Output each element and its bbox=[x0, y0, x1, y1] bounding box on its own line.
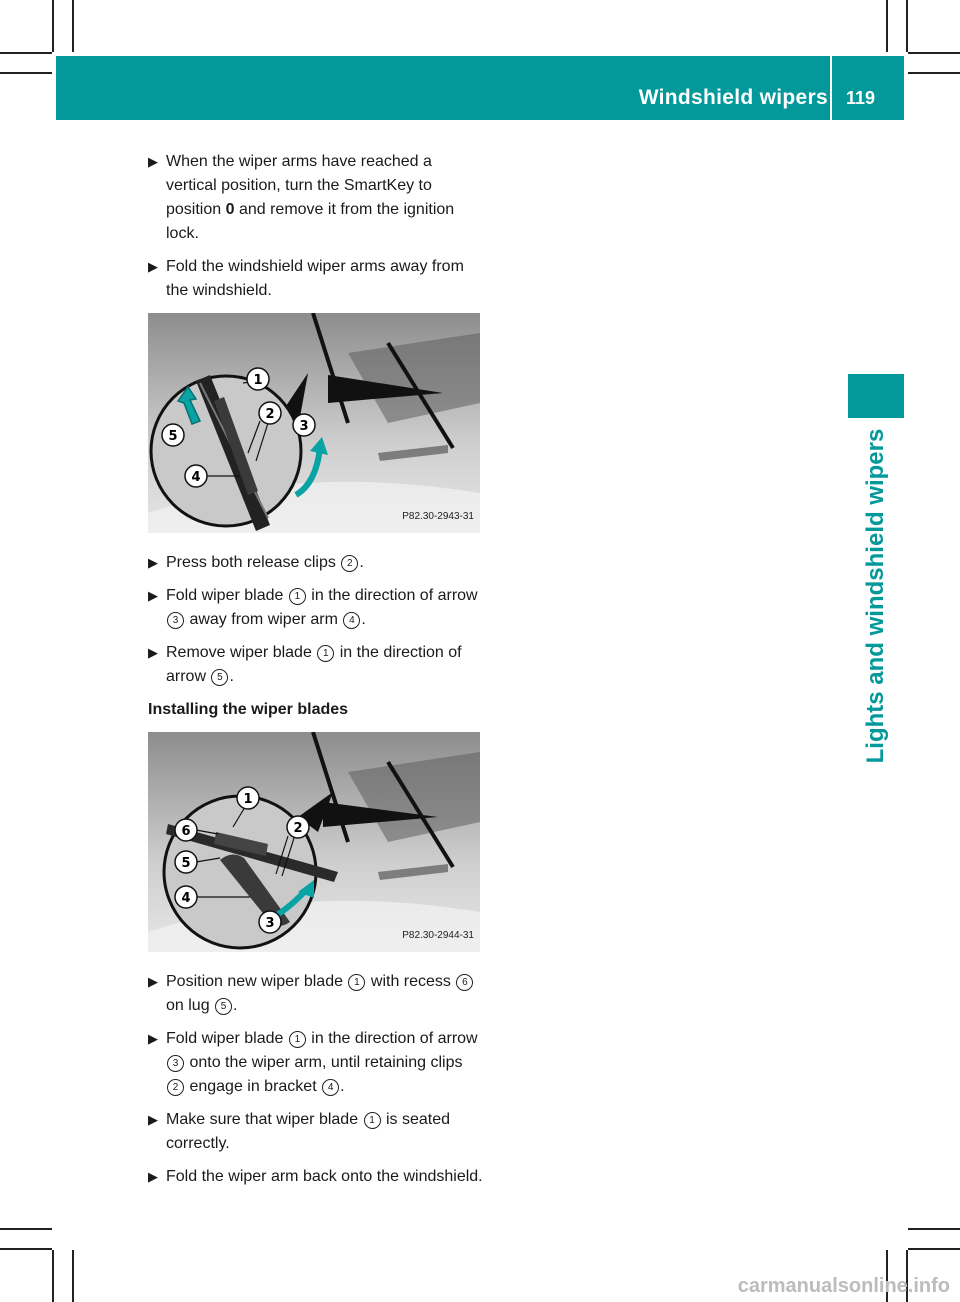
callout-label: 3 bbox=[299, 419, 309, 434]
step-arrow-icon: ▶ bbox=[148, 259, 158, 274]
callout-label: 5 bbox=[181, 856, 191, 871]
callout-reference: 1 bbox=[364, 1112, 381, 1129]
crop-mark bbox=[908, 1228, 960, 1230]
crop-mark bbox=[908, 1248, 960, 1250]
instruction-step: ▶ Press both release clips 2 . bbox=[148, 551, 484, 575]
section-side-label: Lights and windshield wipers bbox=[862, 428, 889, 764]
step-arrow-icon: ▶ bbox=[148, 645, 158, 660]
crop-mark bbox=[0, 72, 52, 74]
crop-mark bbox=[908, 72, 960, 74]
callout-reference: 5 bbox=[211, 669, 228, 686]
crop-mark bbox=[0, 52, 52, 54]
instruction-step: ▶ When the wiper arms have reached a vertical position, turn the SmartKey to position 0 and remove it from the ignition lock. bbox=[148, 150, 484, 246]
page-number: 119 bbox=[846, 88, 876, 108]
callout-label: 5 bbox=[168, 429, 178, 444]
callout-label: 4 bbox=[181, 891, 191, 906]
callout-label: 2 bbox=[265, 407, 275, 422]
wiper-installation-illustration bbox=[148, 732, 480, 952]
instruction-step: ▶ Position new wiper blade 1 with recess 6 on lug 5 . bbox=[148, 970, 484, 1018]
page-content bbox=[148, 150, 484, 1198]
callout-reference: 1 bbox=[289, 1031, 306, 1048]
figure-code: P82.30-2944-31 bbox=[402, 930, 474, 941]
wiper-removal-illustration bbox=[148, 313, 480, 533]
crop-mark bbox=[886, 0, 888, 52]
callout-reference: 2 bbox=[167, 1079, 184, 1096]
figure-removing-wiper-blade bbox=[148, 313, 480, 533]
callout-label: 4 bbox=[191, 470, 201, 485]
instruction-step: ▶ Make sure that wiper blade 1 is seated correctly. bbox=[148, 1108, 484, 1156]
callout-reference: 3 bbox=[167, 1055, 184, 1072]
crop-mark bbox=[72, 1250, 74, 1302]
crop-mark bbox=[906, 0, 908, 52]
header-divider bbox=[830, 56, 832, 120]
callout-reference: 1 bbox=[317, 645, 334, 662]
section-heading: Installing the wiper blades bbox=[148, 701, 349, 718]
instruction-step: ▶ Fold wiper blade 1 in the direction of arrow 3 onto the wiper arm, until retaining clips 2 engage in bracket 4 . bbox=[148, 1027, 484, 1099]
step-arrow-icon: ▶ bbox=[148, 588, 158, 603]
crop-mark bbox=[52, 1250, 54, 1302]
callout-reference: 1 bbox=[348, 974, 365, 991]
step-arrow-icon: ▶ bbox=[148, 1031, 158, 1046]
callout-reference: 5 bbox=[215, 998, 232, 1015]
callout-reference: 6 bbox=[456, 974, 473, 991]
instruction-step: ▶ Fold wiper blade 1 in the direction of arrow 3 away from wiper arm 4 . bbox=[148, 584, 484, 632]
step-arrow-icon: ▶ bbox=[148, 1112, 158, 1127]
instruction-step: ▶ Fold the wiper arm back onto the windshield. bbox=[148, 1165, 484, 1189]
callout-label: 1 bbox=[253, 373, 263, 388]
crop-mark bbox=[72, 0, 74, 52]
callout-label: 3 bbox=[265, 916, 275, 931]
callout-reference: 1 bbox=[289, 588, 306, 605]
callout-reference: 2 bbox=[341, 555, 358, 572]
crop-mark bbox=[52, 0, 54, 52]
instruction-step: ▶ Fold the windshield wiper arms away from the windshield. bbox=[148, 255, 484, 303]
section-tab bbox=[848, 374, 904, 418]
figure-code: P82.30-2943-31 bbox=[402, 511, 474, 522]
instruction-step: ▶ Remove wiper blade 1 in the direction of arrow 5 . bbox=[148, 641, 484, 689]
callout-label: 1 bbox=[243, 792, 253, 807]
crop-mark bbox=[908, 52, 960, 54]
callout-label: 6 bbox=[181, 824, 191, 839]
callout-reference: 4 bbox=[322, 1079, 339, 1096]
page-title: Windshield wipers bbox=[638, 86, 828, 109]
key-position: 0 bbox=[225, 201, 235, 218]
callout-label: 2 bbox=[293, 821, 303, 836]
watermark: carmanualsonline.info bbox=[737, 1275, 950, 1297]
step-arrow-icon: ▶ bbox=[148, 1169, 158, 1184]
crop-mark bbox=[0, 1248, 52, 1250]
figure-installing-wiper-blade bbox=[148, 732, 480, 952]
callout-reference: 4 bbox=[343, 612, 360, 629]
step-arrow-icon: ▶ bbox=[148, 154, 158, 169]
step-arrow-icon: ▶ bbox=[148, 974, 158, 989]
callout-reference: 3 bbox=[167, 612, 184, 629]
step-arrow-icon: ▶ bbox=[148, 555, 158, 570]
crop-mark bbox=[0, 1228, 52, 1230]
